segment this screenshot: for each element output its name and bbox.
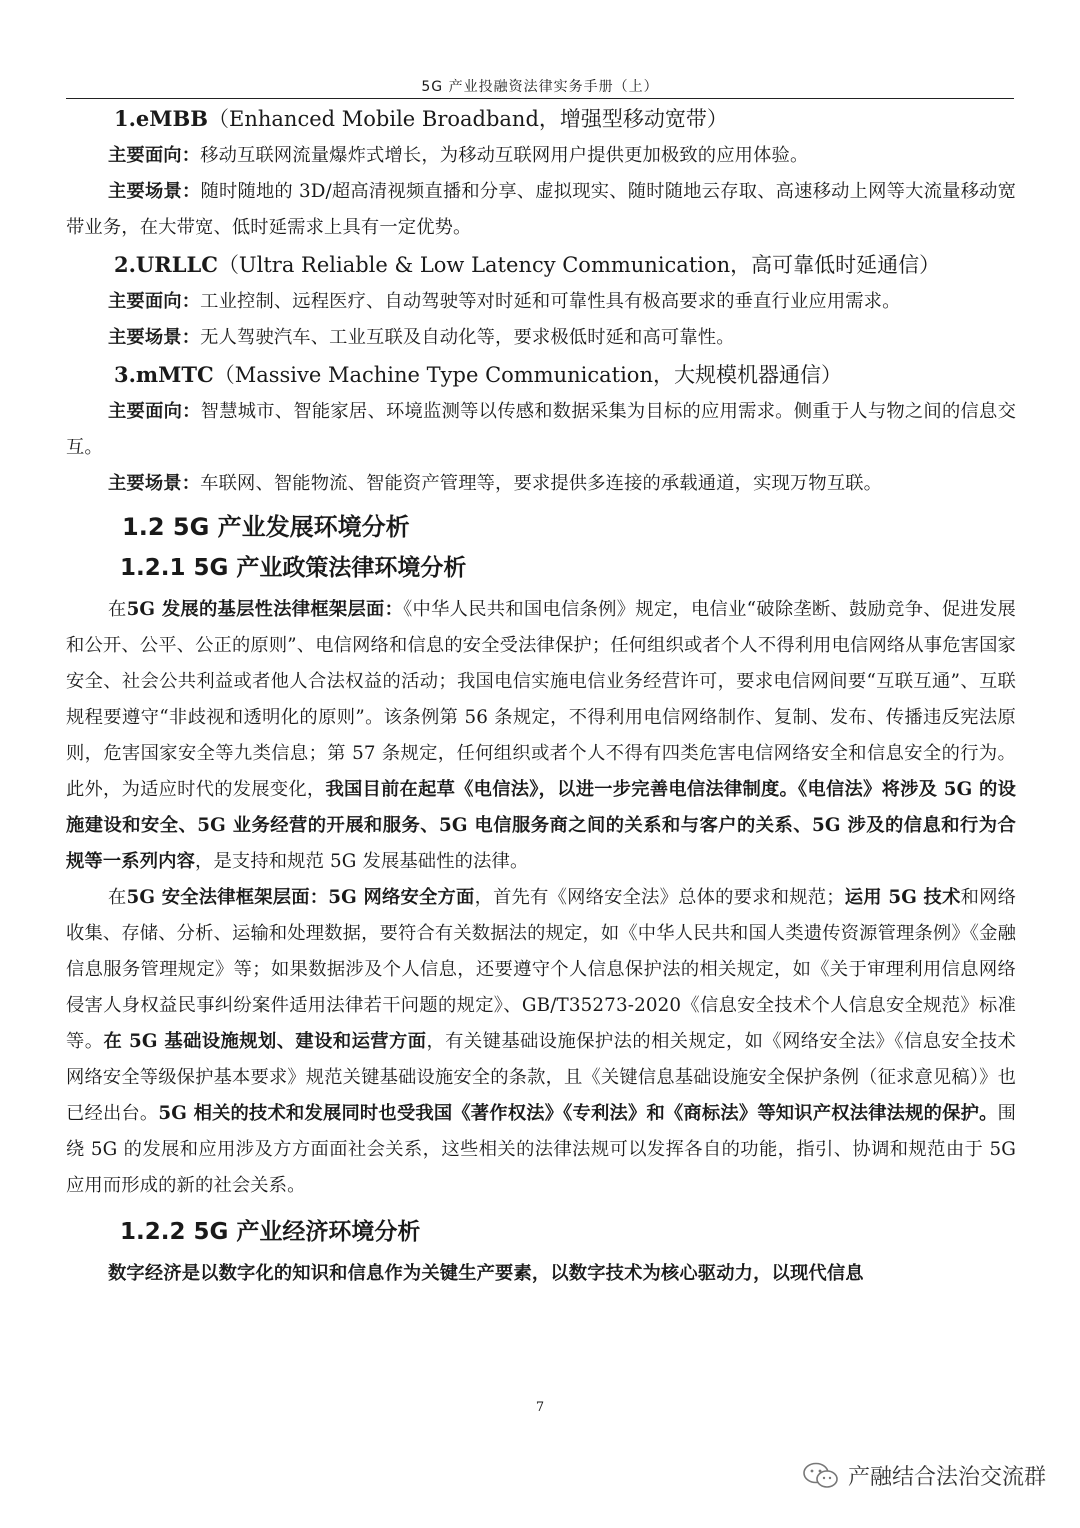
scenario-mmtc [66,356,1016,502]
scenario-direction [66,394,1016,466]
text-run: 和网络收集、存储、分析、运输和处理数据，要符合有关数据法的规定，如《中华人民共和国人类遗传资源管理条例》《金融信息服务管理规定》等；如果数据涉及个人信息，还要遵守个人信息保护法的相关规定，如《关于审理利用信息网络侵害人身权益民事纠纷案件适用法律若干问题的规定》、GB/T35273-2020《信息安全技术个人信息安全规范》标准等。 [66,887,1017,1052]
scenario-heading-desc: （Massive Machine Type Communication，大规模机器通信） [213,363,842,387]
scenario-heading-desc: （Enhanced Mobile Broadband，增强型移动宽带） [208,107,728,131]
text-run-bold: 5G 发展的基层性法律框架层面： [126,599,404,620]
text-run: ，是支持和规范 5G 发展基础性的法律。 [195,851,529,872]
direction-label: 主要面向： [108,401,201,422]
watermark [802,1460,1046,1491]
text-run-bold: 5G 安全法律框架层面：5G 网络安全方面 [126,887,475,908]
scenario-scene [66,174,1016,246]
direction-label: 主要面向： [108,145,201,166]
policy-paragraph-1 [66,592,1016,880]
text-run: ，首先有《网络安全法》总体的要求和规范； [474,887,845,908]
scenario-heading-code: 2.URLLC [114,252,218,277]
scene-text: 无人驾驶汽车、工业互联及自动化等，要求极低时延和高可靠性。 [200,327,735,348]
scenario-heading [66,356,1016,394]
scenario-embb [66,100,1016,246]
text-run: 在 [108,887,127,908]
page-number: 7 [535,1400,545,1415]
scene-label: 主要场景： [108,327,201,348]
scenario-heading-desc: （Ultra Reliable & Low Latency Communication，高可靠低时延通信） [217,253,941,277]
text-run-bold: 运用 5G 技术 [844,887,961,908]
direction-text: 工业控制、远程医疗、自动驾驶等对时延和可靠性具有极高要求的垂直行业应用需求。 [200,291,901,312]
policy-paragraph-2 [66,880,1016,1204]
scenario-heading-code: 3.mMTC [114,362,214,387]
text-run: ，有关键基础设施保护法的相关规定，如《网络安全法》《信息安全技术网络安全等级保护基本要求》规范关键基础设施安全的条款，且《关键信息基础设施安全保护条例（征求意见稿）》也已经出台。 [66,1031,1016,1124]
section-heading-1-2-1: 1.2.1 5G 产业政策法律环境分析 [120,555,467,581]
scenario-heading [66,100,1016,138]
page-content [66,100,1016,1292]
direction-label: 主要面向： [108,291,201,312]
scenario-scene [66,320,1016,356]
scenario-urllc [66,246,1016,356]
scene-text: 随时随地的 3D/超高清视频直播和分享、虚拟现实、随时随地云存取、高速移动上网等大流量移动宽带业务，在大带宽、低时延需求上具有一定优势。 [66,181,1016,238]
header-rule [66,98,1014,99]
scenario-heading-code: 1.eMBB [114,106,209,131]
text-run: 在 [108,599,127,620]
text-run-bold: 我国目前在起草《电信法》，以进一步完善电信法律制度。《电信法》将涉及 5G 的设施建设和安全、5G 业务经营的开展和服务、5G 电信服务商之间的关系和与客户的关系、5G 涉及的信息和行为合规等一系列内容 [66,779,1016,872]
section-heading-1-2: 1.2 5G 产业发展环境分析 [122,513,410,541]
scene-label: 主要场景： [108,473,201,494]
section-heading-1-2-2: 1.2.2 5G 产业经济环境分析 [120,1219,421,1245]
text-run: 《中华人民共和国电信条例》规定，电信业“破除垄断、鼓励竞争、促进发展和公开、公平、公正的原则”、电信网络和信息的安全受法律保护；任何组织或者个人不得利用电信网络从事危害国家安全、社会公共利益或者他人合法权益的活动；我国电信实施电信业务经营许可，要求电信网间要“互联互通”、互联规程要遵守“非歧视和透明化的原则”。该条例第 56 条规定，不得利用电信网络制作、复制、发布、传播违反宪法原则，危害国家安全等九类信息；第 57 条规定，任何组织或者个人不得有四类危害电信网络安全和信息安全的行为。此外，为适应时代的发展变化， [66,599,1016,800]
wechat-icon [802,1461,840,1491]
scenario-scene [66,466,1016,502]
text-run-bold: 在 5G 基础设施规划、建设和运营方面 [103,1031,427,1052]
watermark-text: 产融结合法治交流群 [847,1465,1046,1490]
running-header: 5G 产业投融资法律实务手册（上） [421,79,659,95]
economy-paragraph-1: 数字经济是以数字化的知识和信息作为关键生产要素，以数字技术为核心驱动力，以现代信息 [108,1263,864,1284]
scene-label: 主要场景： [108,181,201,202]
text-run-bold: 5G 相关的技术和发展同时也受我国《著作权法》《专利法》和《商标法》等知识产权法律法规的保护。 [158,1103,998,1124]
text-run: 围绕 5G 的发展和应用涉及方方面面社会关系，这些相关的法律法规可以发挥各自的功能，指引、协调和规范由于 5G 应用而形成的新的社会关系。 [66,1103,1016,1196]
scenario-direction [66,138,1016,174]
scenario-direction [66,284,1016,320]
direction-text: 智慧城市、智能家居、环境监测等以传感和数据采集为目标的应用需求。侧重于人与物之间的信息交互。 [66,401,1016,458]
scenario-heading [66,246,1016,284]
direction-text: 移动互联网流量爆炸式增长，为移动互联网用户提供更加极致的应用体验。 [200,145,809,166]
scene-text: 车联网、智能物流、智能资产管理等，要求提供多连接的承载通道，实现万物互联。 [200,473,883,494]
